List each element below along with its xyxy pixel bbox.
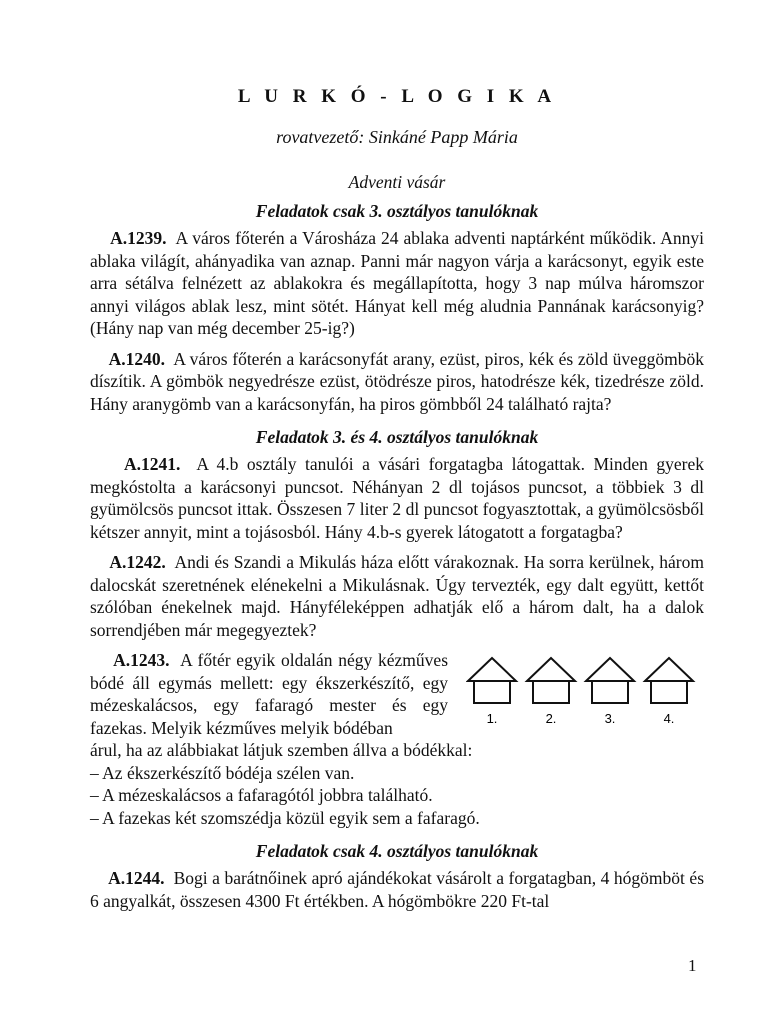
page-content [90, 86, 704, 912]
house-label: 1. [486, 711, 498, 726]
problem-text: Andi és Szandi a Mikulás háza előtt várakoznak. Ha sorra kerülnek, három dalocskát szeretnének elénekelni a Mikulásnak. Úgy tervezték, egy dalt együtt, kettőt szólóban énekelnek majd. Hányféleképpen adhatják elő a három dalt, ha a dalok sorrendjében már megegyeztek? [90, 552, 704, 640]
booths-diagram [466, 655, 706, 727]
problem-a1242 [90, 551, 704, 641]
problem-number: A.1239. [110, 228, 167, 248]
house-label: 4. [663, 711, 675, 726]
page-title: L U R K Ó - L O G I K A [237, 86, 557, 107]
section-heading: Feladatok csak 3. osztályos tanulóknak [255, 201, 539, 221]
problem-a1239 [90, 227, 704, 340]
house-icon [468, 658, 516, 703]
list-item: – A mézeskalácsos a fafaragótól jobbra található. [90, 785, 433, 805]
problem-text: A főtér egyik oldalán négy kézműves bódé áll egymás mellett: egy ékszerkészítő, egy mézeskalácsos, egy fafaragó mester és egy fazekas. Melyik kézműves melyik bódéban [90, 650, 448, 738]
list-item: – Az ékszerkészítő bódéja szélen van. [90, 762, 355, 783]
problem-number: A.1242. [109, 552, 166, 572]
problem-a1244 [90, 867, 704, 912]
problem-number: A.1243. [113, 650, 170, 670]
problem-a1240 [90, 348, 704, 416]
column-editor: rovatvezető: Sinkáné Papp Mária [276, 127, 518, 147]
problem-text-narrow [90, 649, 448, 739]
problem-a1241 [90, 453, 704, 543]
problem-number: A.1244. [108, 868, 165, 888]
problem-number: A.1240. [108, 348, 166, 369]
section-heading: Feladatok csak 4. osztályos tanulóknak [255, 841, 539, 861]
condition-list [90, 762, 704, 830]
problem-number: A.1241. [123, 454, 181, 474]
problem-a1243 [90, 649, 704, 829]
house-icon [527, 658, 575, 703]
section-heading: Feladatok 3. és 4. osztályos tanulóknak [255, 427, 539, 447]
problem-text: A város főterén a Városháza 24 ablaka adventi naptárként működik. Annyi ablaka világít, ahányadika van aznap. Panni már nagyon várja a karácsonyt, egyik este arra sétálva felnézett az ablakokra és megállapította, hogy 3 nap múlva háromszor annyi világos ablak lesz, mint sötét. Hányat kell még aludnia Pannának karácsonyig? (Hány nap van még december 25-ig?) [90, 228, 704, 338]
house-icon [586, 658, 634, 703]
theme-title: Adventi vásár [348, 172, 446, 192]
problem-text: A város főterén a karácsonyfát arany, ezüst, piros, kék és zöld üveggömbök díszítik. A gömbök negyedrésze ezüst, ötödrésze piros, hatodrésze kék, tizedrésze zöld. Hány aranygömb van a karácsonyfán, ha piros gömbből 24 található rajta? [90, 348, 704, 414]
page-number: 1 [688, 956, 697, 975]
house-label: 2. [545, 711, 557, 726]
problem-text: A 4.b osztály tanulói a vásári forgatagba látogattak. Minden gyerek megkóstolta a karácsonyi puncsot. Néhányan 2 dl tojásos puncsot, a többiek 3 dl gyümölcsös puncsot ittak. Összesen 7 liter 2 dl puncsot fogyasztottak, a gyümölcsösből kétszer annyit, mint a tojásosból. Hány 4.b-s gyerek látogatott a forgatagba? [90, 454, 705, 542]
problem-text: árul, ha az alábbiakat látjuk szemben állva a bódékkal: [90, 740, 473, 760]
list-item: – A fazekas két szomszédja közül egyik sem a fafaragó. [90, 807, 480, 828]
house-label: 3. [604, 711, 616, 726]
problem-text: Bogi a barátnőinek apró ajándékokat vásárolt a forgatagban, 4 hógömböt és 6 angyalkát, összesen 4300 Ft értékben. A hógömbökre 220 Ft-tal [90, 868, 705, 911]
house-icon [645, 658, 693, 703]
